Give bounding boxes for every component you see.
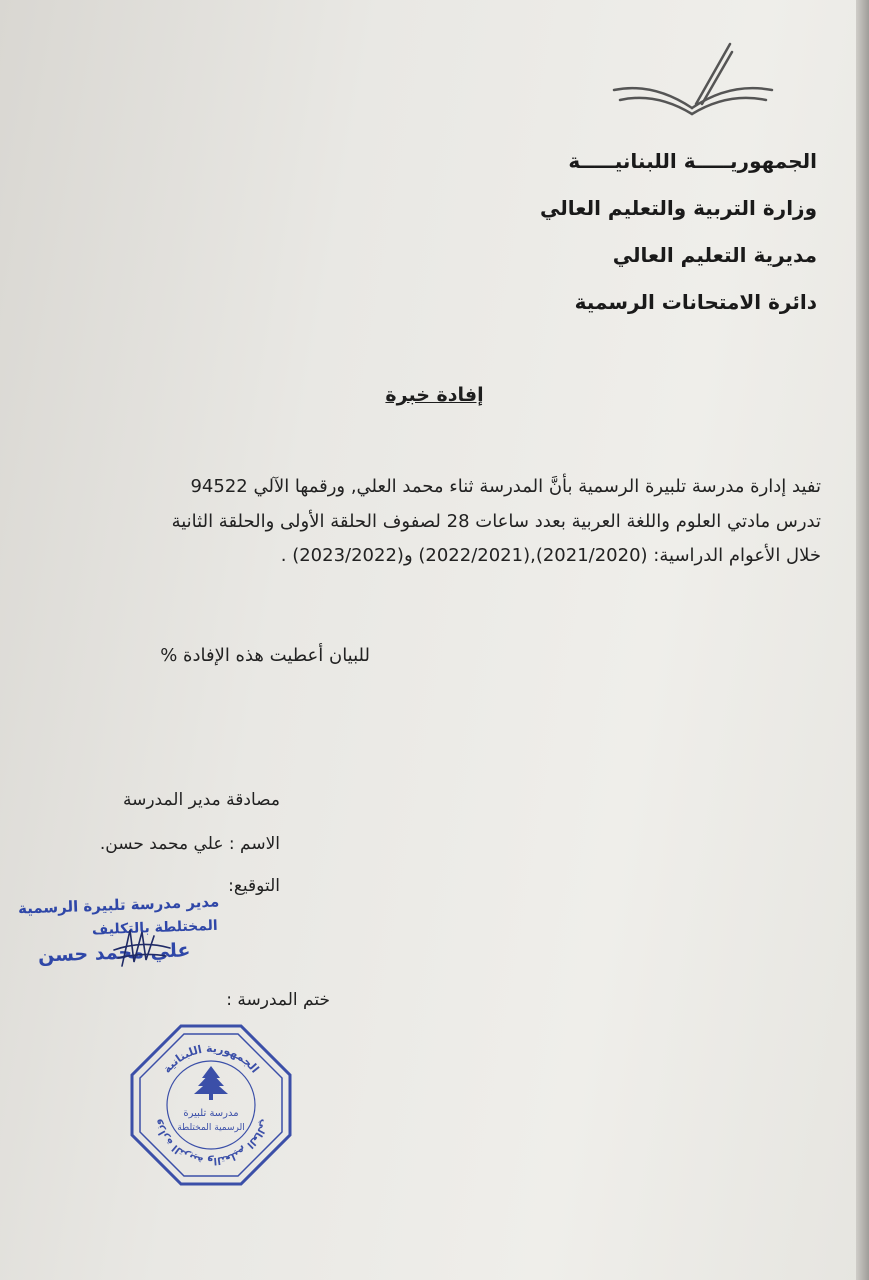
seal-center-line1: مدرسة تلبيرة [183,1108,239,1119]
school-seal [128,1022,294,1188]
certificate-body [61,470,821,574]
document-title-text: إفادة خبرة [385,384,484,406]
body-line: تفيد إدارة مدرسة تلبيرة الرسمية بأنَّ المدرسة ثناء محمد العلي, ورقمها الآلي 94522 [190,476,821,497]
letterhead [397,138,817,326]
school-seal-label: ختم المدرسة : [226,990,330,1010]
seal-ring-bottom: وزارة التربية والتعليم العالي [152,1117,270,1167]
ink-stamp-line2: المختلطة بالتكليف [91,917,218,939]
page-edge-shadow [856,0,869,1280]
principal-name: الاسم : علي محمد حسن. [99,834,280,854]
signature-label: التوقيع: [228,876,280,896]
header-directorate: مديرية التعليم العالي [612,243,817,267]
handwritten-signature [108,926,178,972]
header-department: دائرة الامتحانات الرسمية [574,290,817,314]
header-republic: الجمهوريـــــة اللبنانيـــــة [568,149,817,173]
ministry-logo [608,38,778,118]
document-title [0,384,869,406]
seal-center-line2: الرسمية المختلطة [177,1123,245,1133]
seal-ring-top: الجمهورية اللبنانية [160,1041,262,1076]
approval-label: مصادقة مدير المدرسة [122,790,280,810]
cedar-icon [194,1066,228,1100]
header-ministry: وزارة التربية والتعليم العالي [540,196,817,220]
closing-statement: للبيان أعطيت هذه الإفادة % [160,645,370,666]
ink-stamp-line3: علي محمد حسن [37,939,191,967]
body-line: خلال الأعوام الدراسية: (2021/2020),(2022/2021) و(2023/2022) . [280,545,821,566]
body-line: تدرس مادتي العلوم واللغة العربية بعدد ساعات 28 لصفوف الحلقة الأولى والحلقة الثانية [171,510,821,532]
ink-stamp-line1: مدير مدرسة تلبيرة الرسمية [17,892,220,918]
